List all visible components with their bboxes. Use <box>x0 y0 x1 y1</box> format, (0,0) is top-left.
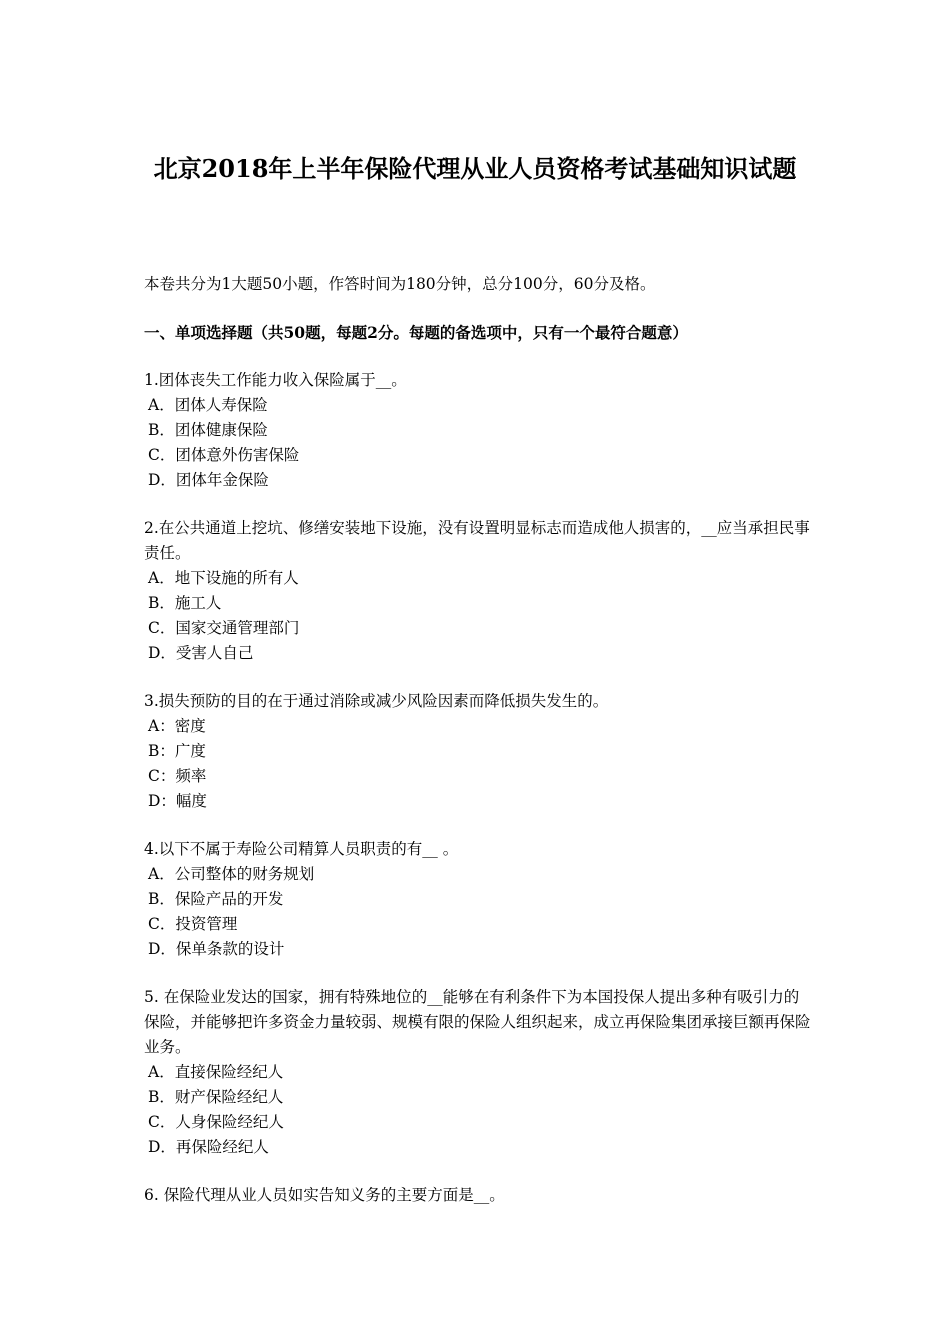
answer-option: A．地下设施的所有人 <box>148 569 299 587</box>
question-item <box>144 516 812 666</box>
answer-option: C．投资管理 <box>148 915 238 933</box>
answer-option: C．国家交通管理部门 <box>148 619 300 637</box>
answer-option: C．团体意外伤害保险 <box>148 446 300 464</box>
question-item <box>144 689 812 814</box>
answer-option: B：广度 <box>148 742 206 760</box>
answer-option: C．人身保险经纪人 <box>148 1113 284 1131</box>
answer-option: A．公司整体的财务规划 <box>148 865 315 883</box>
document-title: 北京2018年上半年保险代理从业人员资格考试基础知识试题 <box>153 154 797 183</box>
question-stem: 3.损失预防的目的在于通过消除或减少风险因素而降低损失发生的。 <box>144 692 609 710</box>
answer-option: A．团体人寿保险 <box>148 396 268 414</box>
answer-option: A：密度 <box>148 717 206 735</box>
answer-option: A．直接保险经纪人 <box>148 1063 284 1081</box>
answer-option: D．团体年金保险 <box>148 471 269 489</box>
answer-option: B．保险产品的开发 <box>148 890 284 908</box>
question-stem: 5. 在保险业发达的国家，拥有特殊地位的__能够在有利条件下为本国投保人提出多种有吸引力的保险，并能够把许多资金力量较弱、规模有限的保险人组织起来，成立再保险集团承接巨额再保险业务。 <box>144 988 811 1056</box>
question-item <box>144 368 812 493</box>
answer-option: D．再保险经纪人 <box>148 1138 269 1156</box>
answer-option: D．受害人自己 <box>148 644 254 662</box>
answer-option: B．团体健康保险 <box>148 421 268 439</box>
answer-option: D．保单条款的设计 <box>148 940 285 958</box>
question-stem: 4.以下不属于寿险公司精算人员职责的有__ 。 <box>144 840 459 858</box>
section-heading: 一、单项选择题（共50题，每题2分。每题的备选项中，只有一个最符合题意） <box>144 323 688 342</box>
question-item <box>144 1183 812 1208</box>
exam-intro: 本卷共分为1大题50小题，作答时间为180分钟，总分100分，60分及格。 <box>144 275 656 293</box>
answer-option: B．施工人 <box>148 594 222 612</box>
question-item <box>144 837 812 962</box>
answer-option: D：幅度 <box>148 792 207 810</box>
question-item <box>144 985 812 1160</box>
answer-option: B．财产保险经纪人 <box>148 1088 284 1106</box>
document-body <box>144 272 812 1208</box>
question-stem: 1.团体丧失工作能力收入保险属于__。 <box>144 371 407 389</box>
answer-option: C：频率 <box>148 767 207 785</box>
question-stem: 2.在公共通道上挖坑、修缮安装地下设施，没有设置明显标志而造成他人损害的，__应当承担民事责任。 <box>144 519 810 562</box>
question-stem: 6. 保险代理从业人员如实告知义务的主要方面是__。 <box>144 1186 505 1204</box>
